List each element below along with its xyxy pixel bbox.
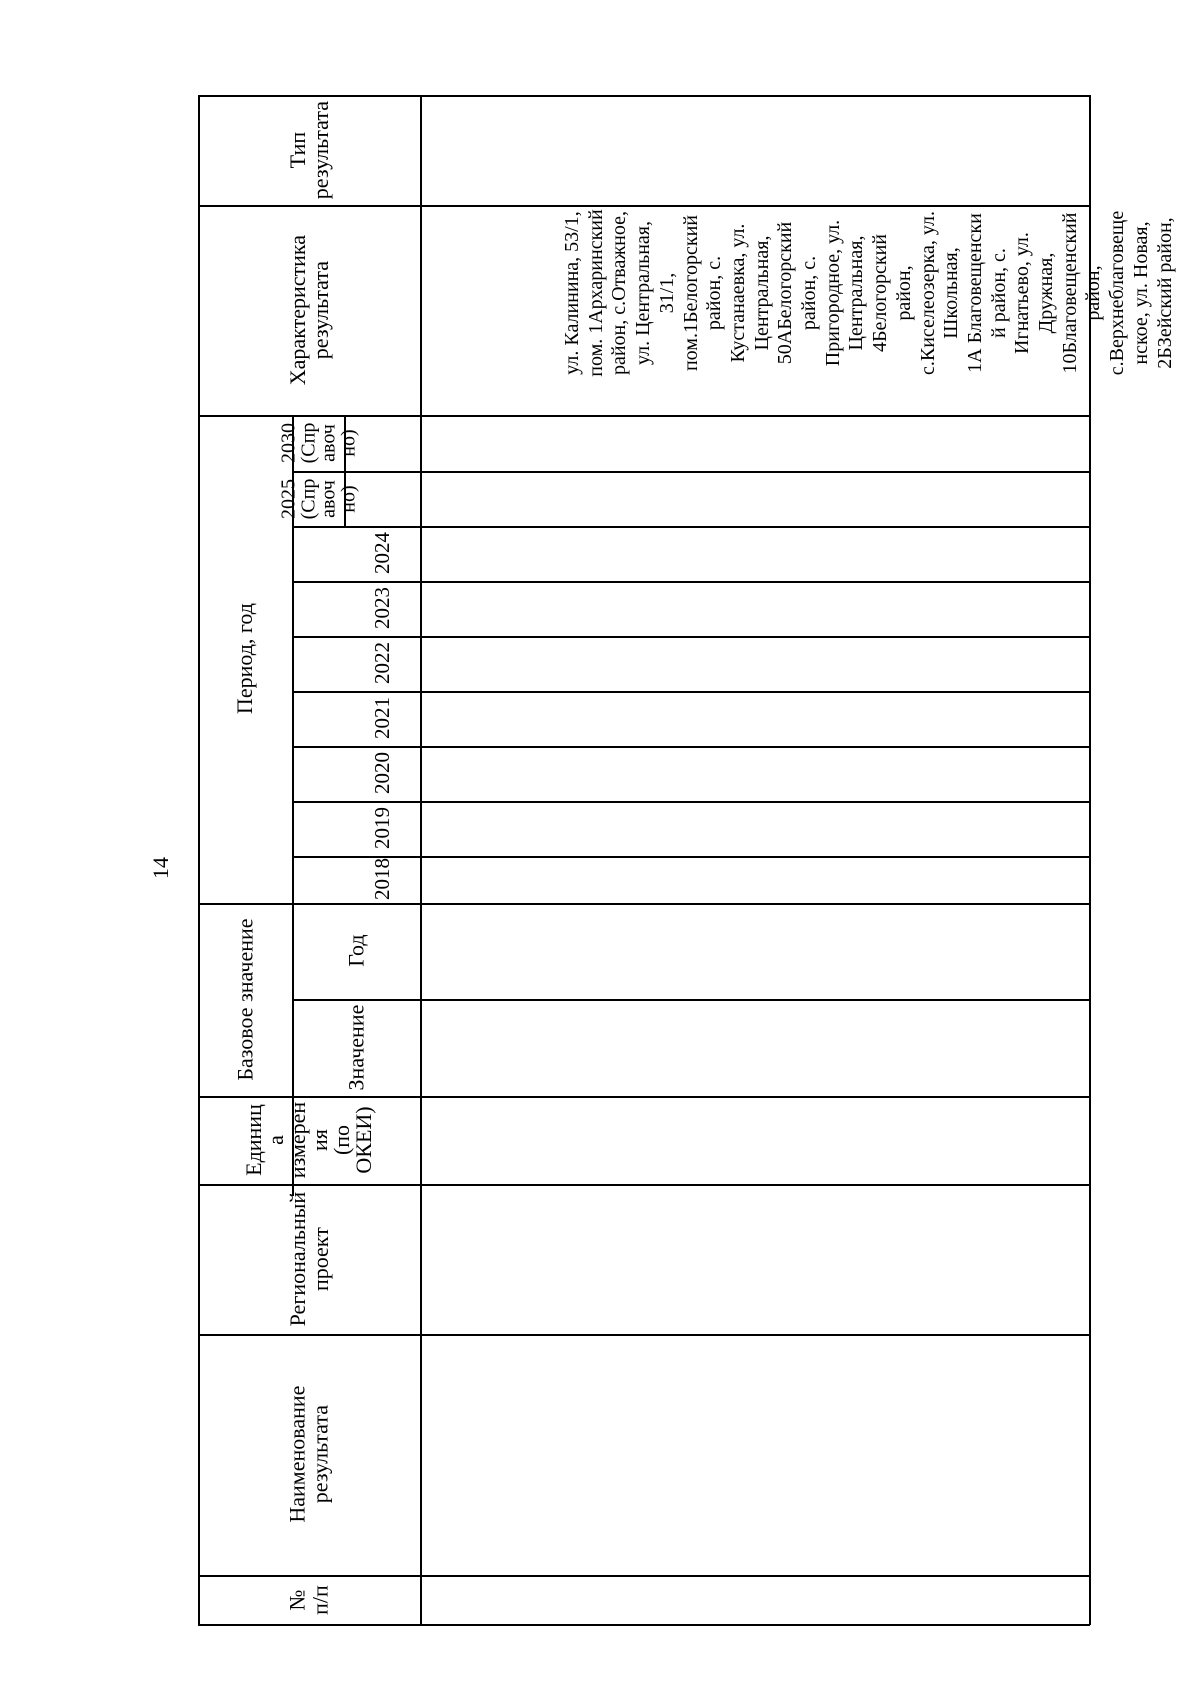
result-characteristic-text: ул. Калинина, 53/1, пом. 1Архаринский район, с.Отважное, ул. Центральная, 31/1, пом.1Белогорский район, с. Кустанаевка, ул. Центральная, 50АБелогорский район, с. Пригородное, ул. Центральная, 4Белогорский район, с.Киселеозерка, ул. Школьная, 1А Благовещенски й район, с. Игнатьево, ул. Дружная, 10Благовещенский район, с.Верхнеблаговеще нское, ул. Новая, 2БЗейский район, (561, 209, 1176, 377)
results-table (198, 95, 1176, 1625)
header-result-name: Наименование результата (284, 1385, 333, 1524)
page-number: 14 (148, 857, 173, 879)
header-period: Период, год (232, 603, 258, 715)
year-2030-label: 2030 (Спр авоч но) (276, 422, 359, 464)
header-body-divider (420, 95, 422, 1625)
header-number: № п/п (284, 1585, 333, 1615)
year-2024-label: 2024 (369, 532, 394, 575)
year-2020-label: 2020 (369, 752, 394, 795)
header-base-value-year: Год (343, 934, 369, 968)
table-border-right (1089, 95, 1091, 1625)
header-regional-project: Региональный проект (284, 1191, 333, 1327)
year-2022-label: 2022 (369, 642, 394, 685)
year-2018-label: 2018 (369, 858, 394, 901)
header-result-characteristic: Характеристика результата (284, 234, 333, 386)
header-base-value-value: Значение (343, 1004, 369, 1091)
header-base-value: Базовое значение (232, 918, 258, 1081)
year-2023-label: 2023 (369, 587, 394, 630)
year-2019-label: 2019 (369, 807, 394, 850)
header-result-type: Тип результата (284, 100, 333, 200)
year-2025-label: 2025 (Спр авоч но) (276, 478, 359, 519)
year-2021-label: 2021 (369, 697, 394, 740)
header-unit: Единиц а измерен ия (по ОКЕИ) (240, 1101, 376, 1179)
